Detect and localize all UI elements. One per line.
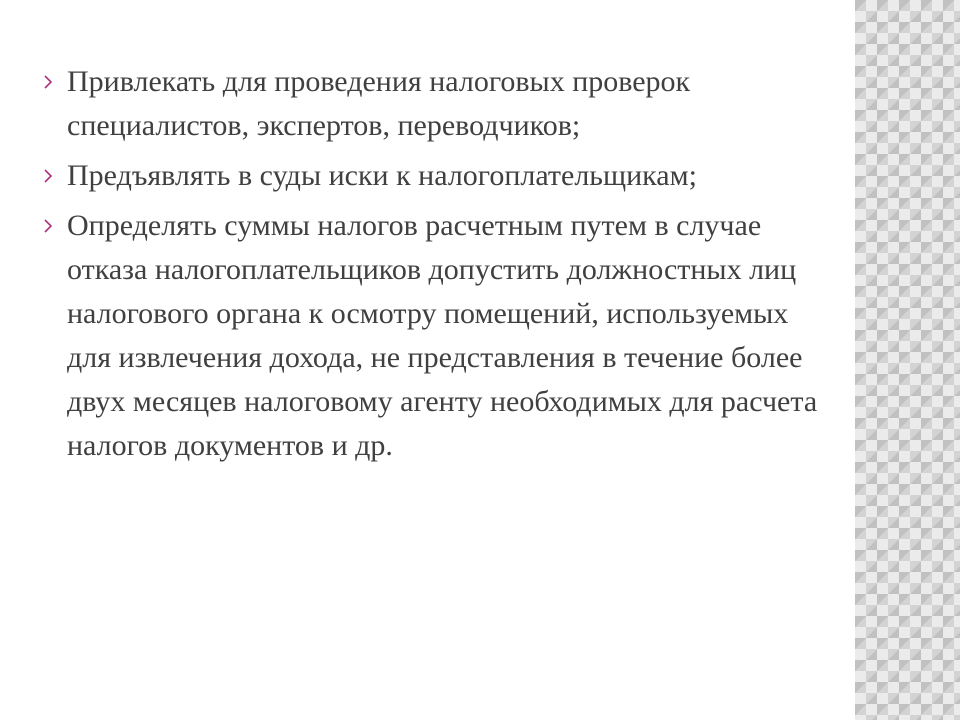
bullet-text: Привлекать для проведения налоговых проверок специалистов, экспертов, переводчиков; bbox=[67, 65, 691, 142]
chevron-right-icon bbox=[40, 154, 60, 198]
chevron-right-icon bbox=[40, 60, 60, 104]
bullet-item bbox=[40, 154, 830, 198]
bullet-list bbox=[40, 60, 830, 474]
chevron-right-icon bbox=[40, 204, 60, 248]
decorative-side-panel bbox=[855, 0, 960, 720]
bullet-text: Определять суммы налогов расчетным путем в случае отказа налогоплательщиков допустить должностных лиц налогового органа к осмотру помещений, используемых для извлечения дохода, не представления в течение более двух месяцев налоговому агенту необходимых для расчета налогов документов и др. bbox=[67, 209, 818, 462]
bullet-item bbox=[40, 204, 830, 468]
bullet-item bbox=[40, 60, 830, 148]
bullet-text: Предъявлять в суды иски к налогоплательщикам; bbox=[67, 159, 697, 192]
